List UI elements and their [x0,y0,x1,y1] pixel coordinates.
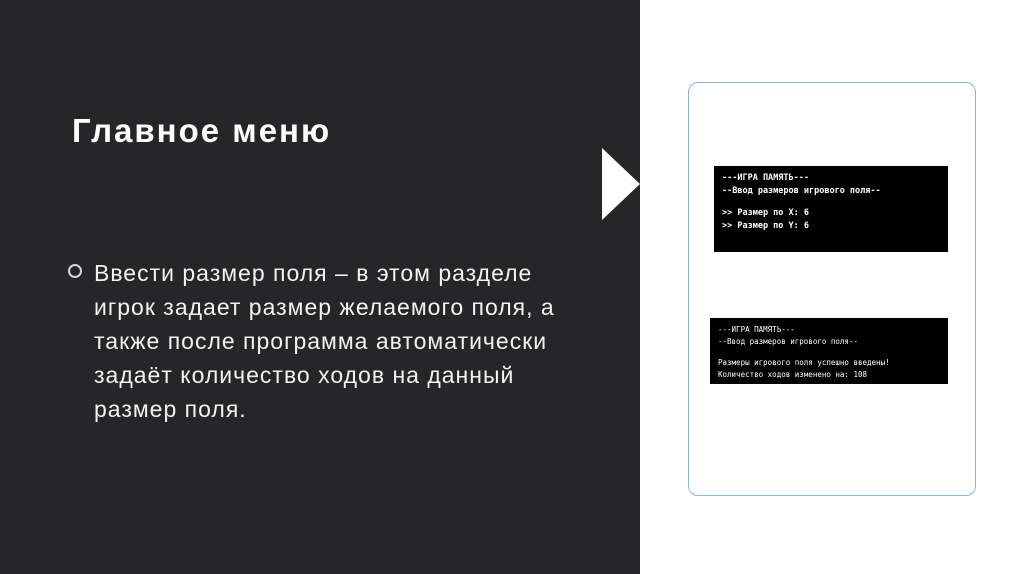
bullet-item-text: Ввести размер поля – в этом разделе игрок задает размер желаемого поля, а также после программа автоматически задаёт количество ходов на данный размер поля. [94,260,555,422]
panel-notch-shadow [602,148,640,220]
screenshot-card [688,82,976,496]
bullet-list-item [68,256,588,426]
console-line: --Ввод размеров игрового поля-- [718,337,858,346]
console-line: Количество ходов изменено на: 108 [718,370,868,379]
console-line: --Ввод размеров игрового поля-- [722,186,881,196]
page-title: Главное меню [72,112,332,149]
console-blank-line [718,348,940,357]
console-output-input-sizes [714,166,948,252]
console-line: >> Размер по X: 6 [722,208,809,218]
panel-notch-arrow [640,148,678,220]
console-line: ---ИГРА ПАМЯТЬ--- [718,325,795,334]
console-line: >> Размер по Y: 6 [722,221,809,231]
console-line: Размеры игрового поля успешно введены! [718,358,890,367]
console-output-sizes-accepted [710,318,948,384]
console-blank-line [722,198,940,207]
circle-outline-bullet-icon [68,264,82,278]
console-line: ---ИГРА ПАМЯТЬ--- [722,173,809,183]
